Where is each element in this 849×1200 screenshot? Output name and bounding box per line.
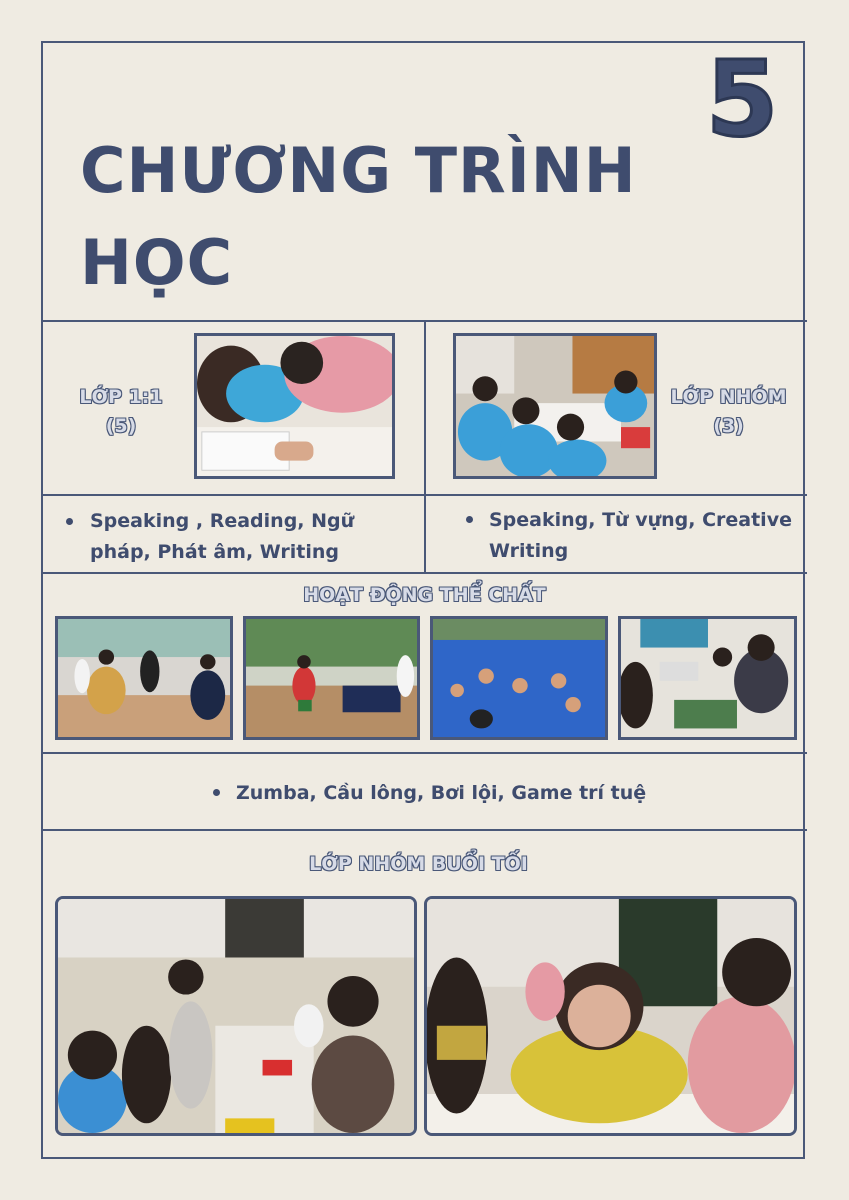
evening-class-photo-2	[424, 896, 797, 1136]
swimming-photo	[430, 616, 608, 740]
one-on-one-label	[66, 383, 176, 441]
bullet-dot	[66, 518, 73, 525]
group-class-title: LỚP NHÓM	[670, 386, 787, 408]
one-on-one-count: (5)	[105, 415, 137, 437]
group-class-count: (3)	[713, 415, 744, 437]
group-class-subjects: Speaking, Từ vựng, Creative Writing	[489, 509, 792, 562]
physical-activities-list: Zumba, Cầu lông, Bơi lội, Game trí tuệ	[236, 782, 647, 804]
title-line-1: CHƯƠNG TRÌNH	[80, 134, 637, 207]
one-on-one-subjects: Speaking , Reading, Ngữ pháp, Phát âm, Writing	[90, 510, 355, 563]
column-divider	[424, 320, 426, 574]
bullet-dot	[213, 789, 220, 796]
group-class-label	[666, 383, 791, 441]
group-class-photo	[453, 333, 657, 479]
page-title	[80, 125, 680, 309]
physical-activities-heading: HOẠT ĐỘNG THỂ CHẤT	[303, 584, 546, 606]
chess-photo	[618, 616, 797, 740]
bullet-dot	[466, 516, 473, 523]
one-on-one-photo	[194, 333, 395, 479]
evening-class-heading: LỚP NHÓM BUỔI TỐI	[309, 853, 528, 875]
zumba-photo	[55, 616, 233, 740]
page-number: 5	[705, 38, 779, 160]
divider	[41, 752, 807, 754]
title-line-2: HỌC	[80, 226, 234, 299]
badminton-photo	[243, 616, 420, 740]
evening-class-photo-1	[55, 896, 417, 1136]
one-on-one-title: LỚP 1:1	[79, 386, 163, 408]
divider	[41, 829, 807, 831]
